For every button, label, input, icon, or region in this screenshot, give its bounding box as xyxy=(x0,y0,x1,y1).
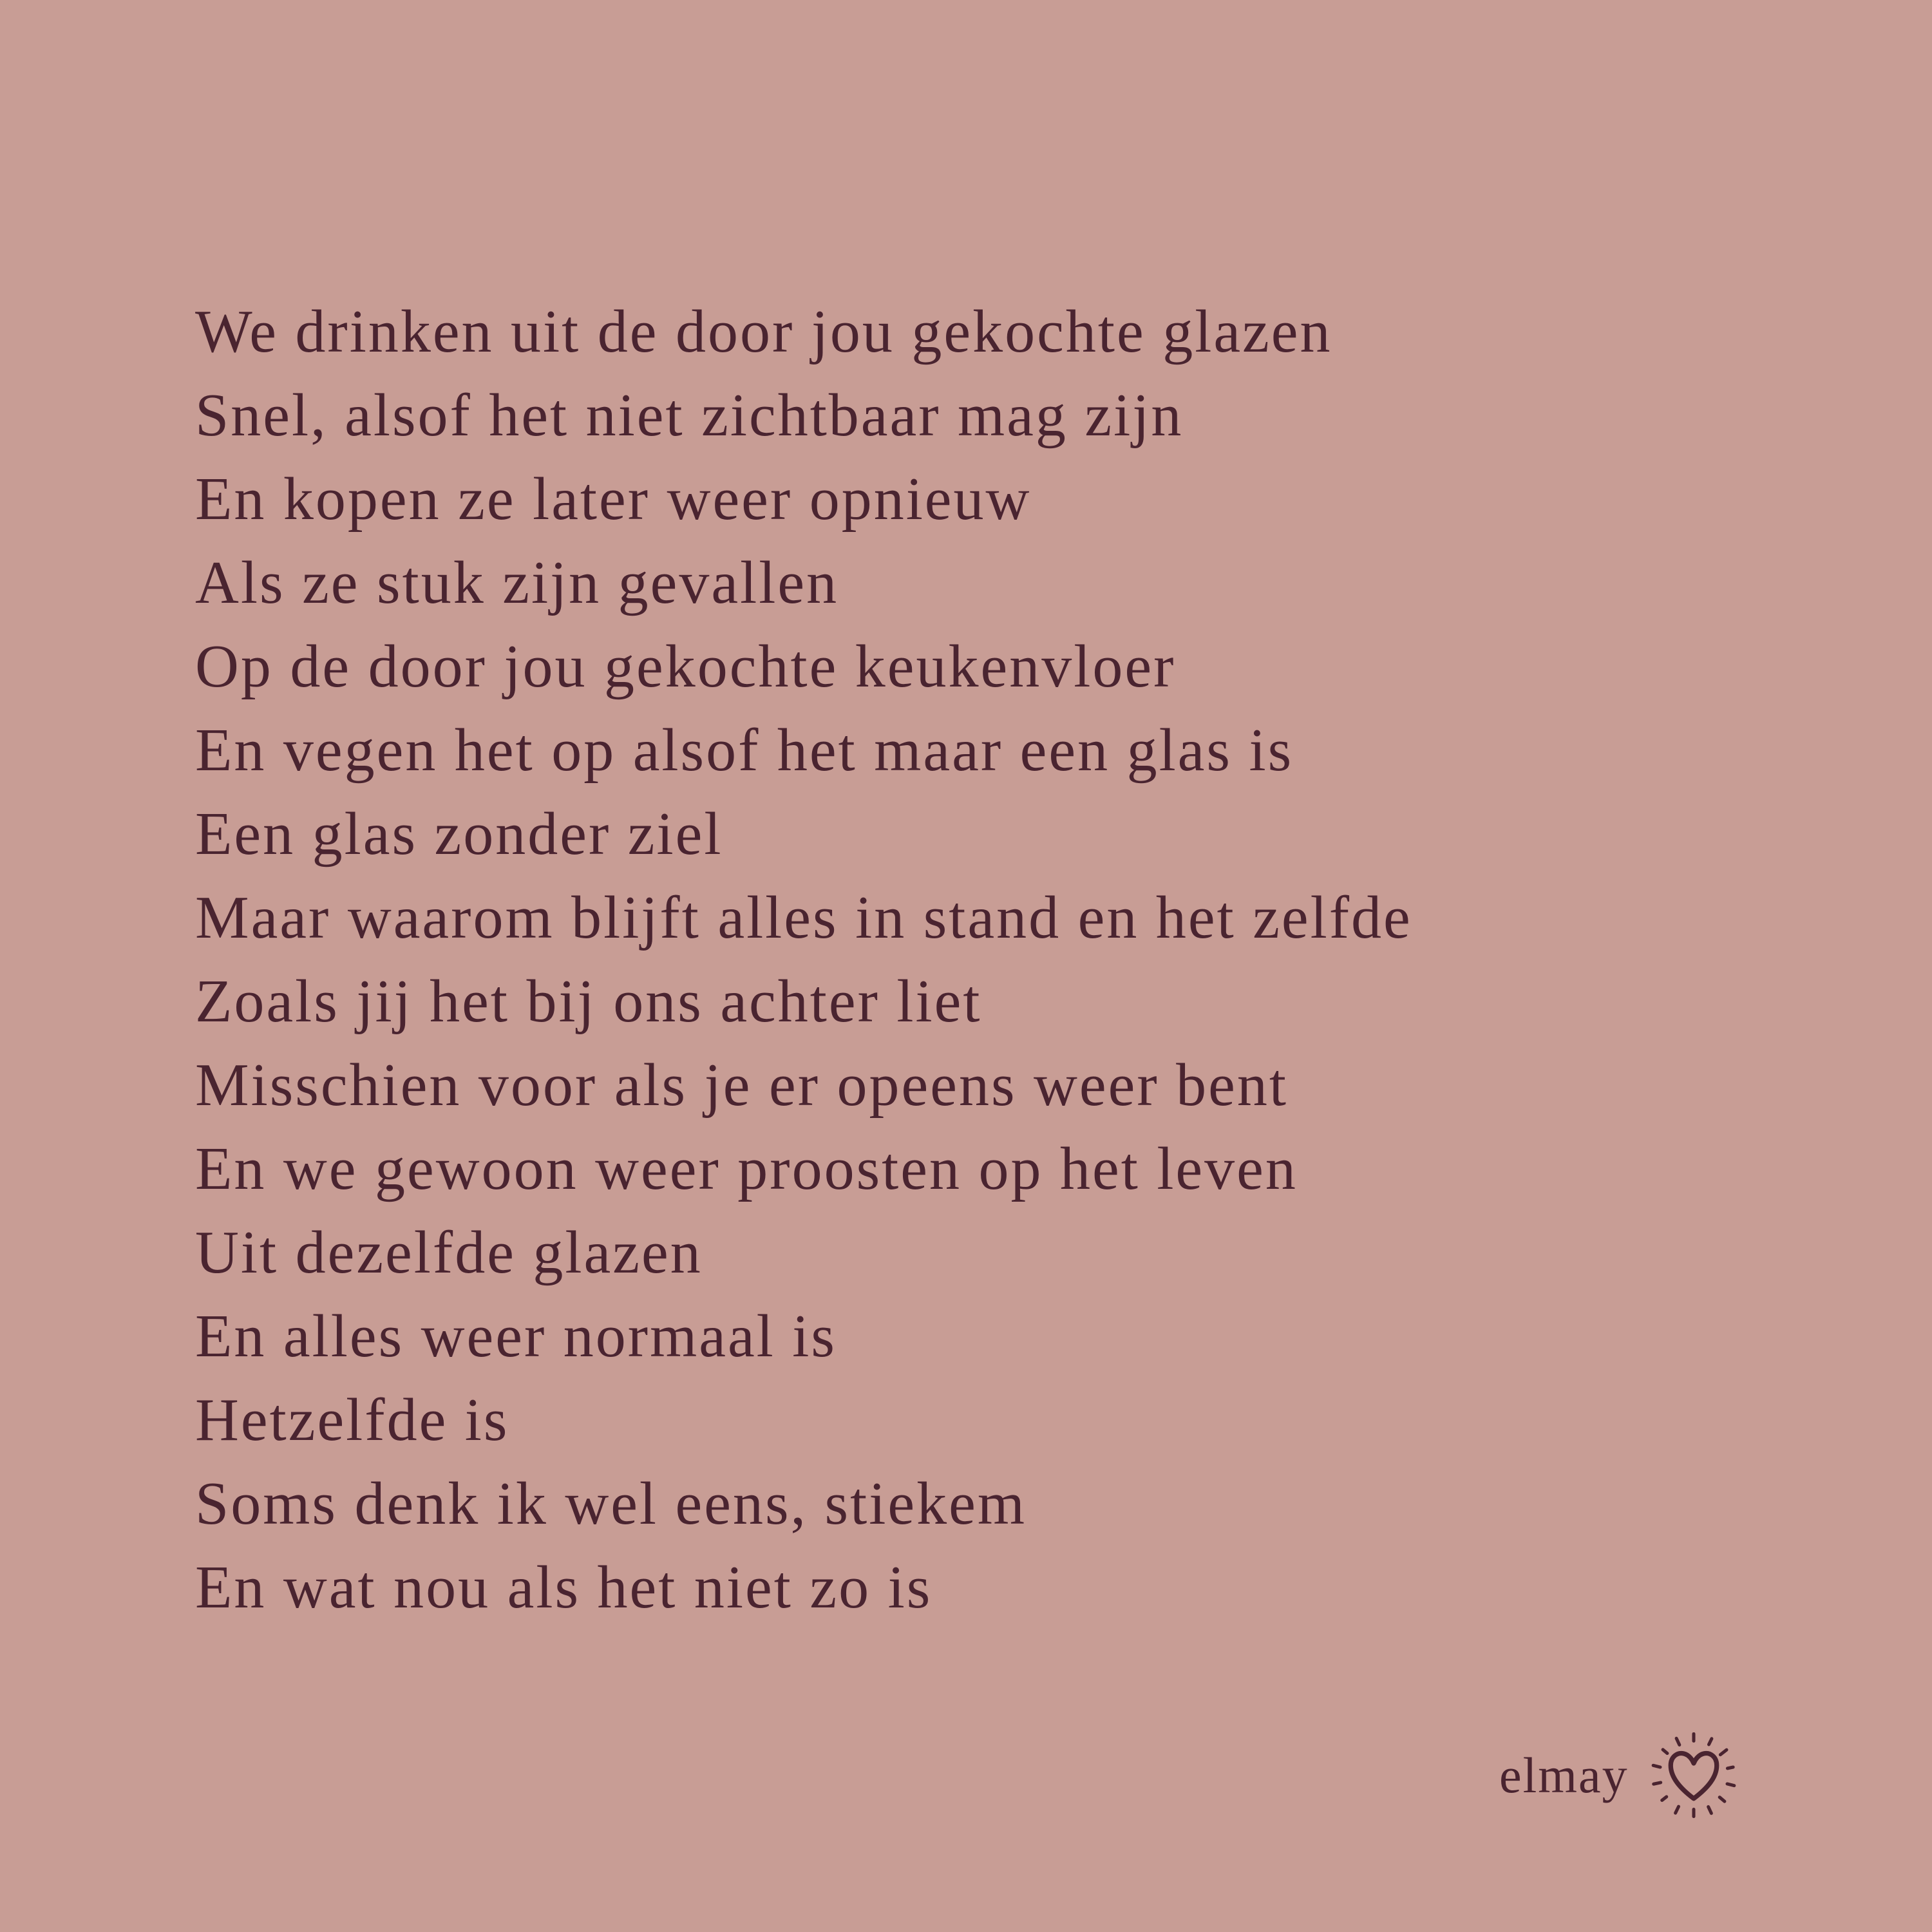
poem-line: Soms denk ik wel eens, stiekem xyxy=(195,1470,1027,1537)
poem-line: Als ze stuk zijn gevallen xyxy=(195,549,839,616)
poem-line: We drinken uit de door jou gekochte glazen xyxy=(195,298,1332,365)
poem-line: Zoals jij het bij ons achter liet xyxy=(195,968,982,1035)
poem-line: Hetzelfde is xyxy=(195,1387,509,1454)
poem-line: Maar waarom blijft alles in stand en het zelfde xyxy=(195,884,1412,951)
signature-text: elmay xyxy=(1499,1747,1629,1803)
poem-line: Misschien voor als je er opeens weer bent xyxy=(195,1052,1288,1119)
poem-line: En we gewoon weer proosten op het leven xyxy=(195,1135,1298,1202)
poem xyxy=(195,290,1412,1629)
signature xyxy=(1499,1732,1737,1819)
heart-sunburst-icon xyxy=(1651,1732,1737,1819)
poem-line: En kopen ze later weer opnieuw xyxy=(195,466,1032,533)
poem-line: Uit dezelfde glazen xyxy=(195,1219,703,1286)
poem-line: Snel, alsof het niet zichtbaar mag zijn xyxy=(195,382,1184,449)
poem-line: Een glas zonder ziel xyxy=(195,800,723,867)
poem-line: En vegen het op alsof het maar een glas is xyxy=(195,717,1294,784)
poem-line: En wat nou als het niet zo is xyxy=(195,1554,933,1621)
poem-line: Op de door jou gekochte keukenvloer xyxy=(195,633,1176,700)
poem-line: En alles weer normaal is xyxy=(195,1303,837,1370)
